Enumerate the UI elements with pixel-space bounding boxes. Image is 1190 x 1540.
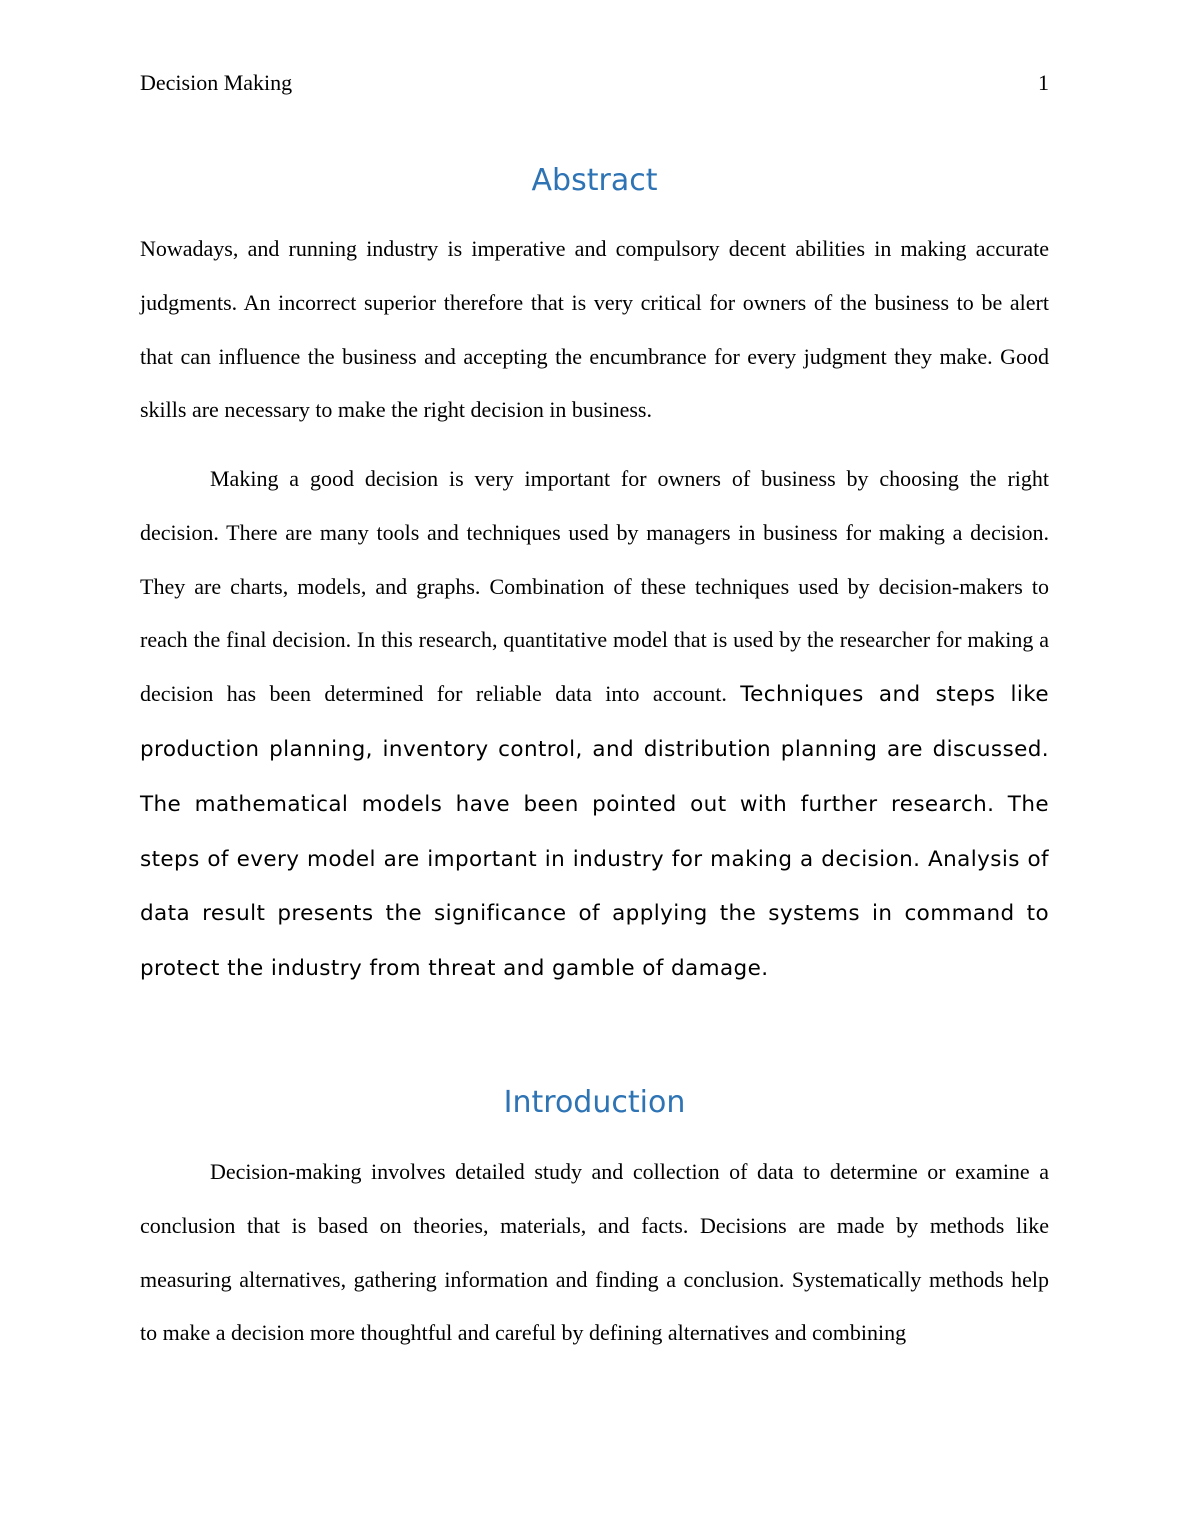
running-header — [140, 70, 1049, 100]
abstract-paragraph-1: Nowadays, and running industry is imperative and compulsory decent abilities in making accurate judgments. An incorrect superior therefore that is very critical for owners of the business to be alert that can influence the business and accepting the encumbrance for every judgment they make. Good skills are necessary to make the right decision in business. — [140, 236, 1049, 423]
page-number: 1 — [1038, 70, 1049, 95]
abstract-paragraph-2-sans-text: Techniques and steps like production planning, inventory control, and distribution planning are discussed. The mathematical models have been pointed out with further research. The steps of every model are important in industry for making a decision. Analysis of data result presents the significance of applying the systems in command to protect the industry from threat and gamble of damage. — [140, 682, 1049, 982]
abstract-paragraph-2-serif-text: Making a good decision is very important for owners of business by choosing the right decision. There are many tools and techniques used by managers in business for making a decision. They are charts, models, and graphs. Combination of these techniques used by decision-makers to reach the final decision. In this research, quantitative model that is used by the researcher for making a decision has been determined for reliable data into account. — [140, 466, 1049, 707]
abstract-paragraph-2 — [140, 452, 1049, 996]
abstract-heading: Abstract — [531, 163, 658, 198]
introduction-heading: Introduction — [503, 1085, 686, 1120]
introduction-paragraph-1: Decision-making involves detailed study and collection of data to determine or examine a conclusion that is based on theories, materials, and facts. Decisions are made by methods like measuring alternatives, gathering information and finding a conclusion. Systematically methods help to make a decision more thoughtful and careful by defining alternatives and combining — [140, 1159, 1049, 1346]
running-title: Decision Making — [140, 70, 293, 95]
